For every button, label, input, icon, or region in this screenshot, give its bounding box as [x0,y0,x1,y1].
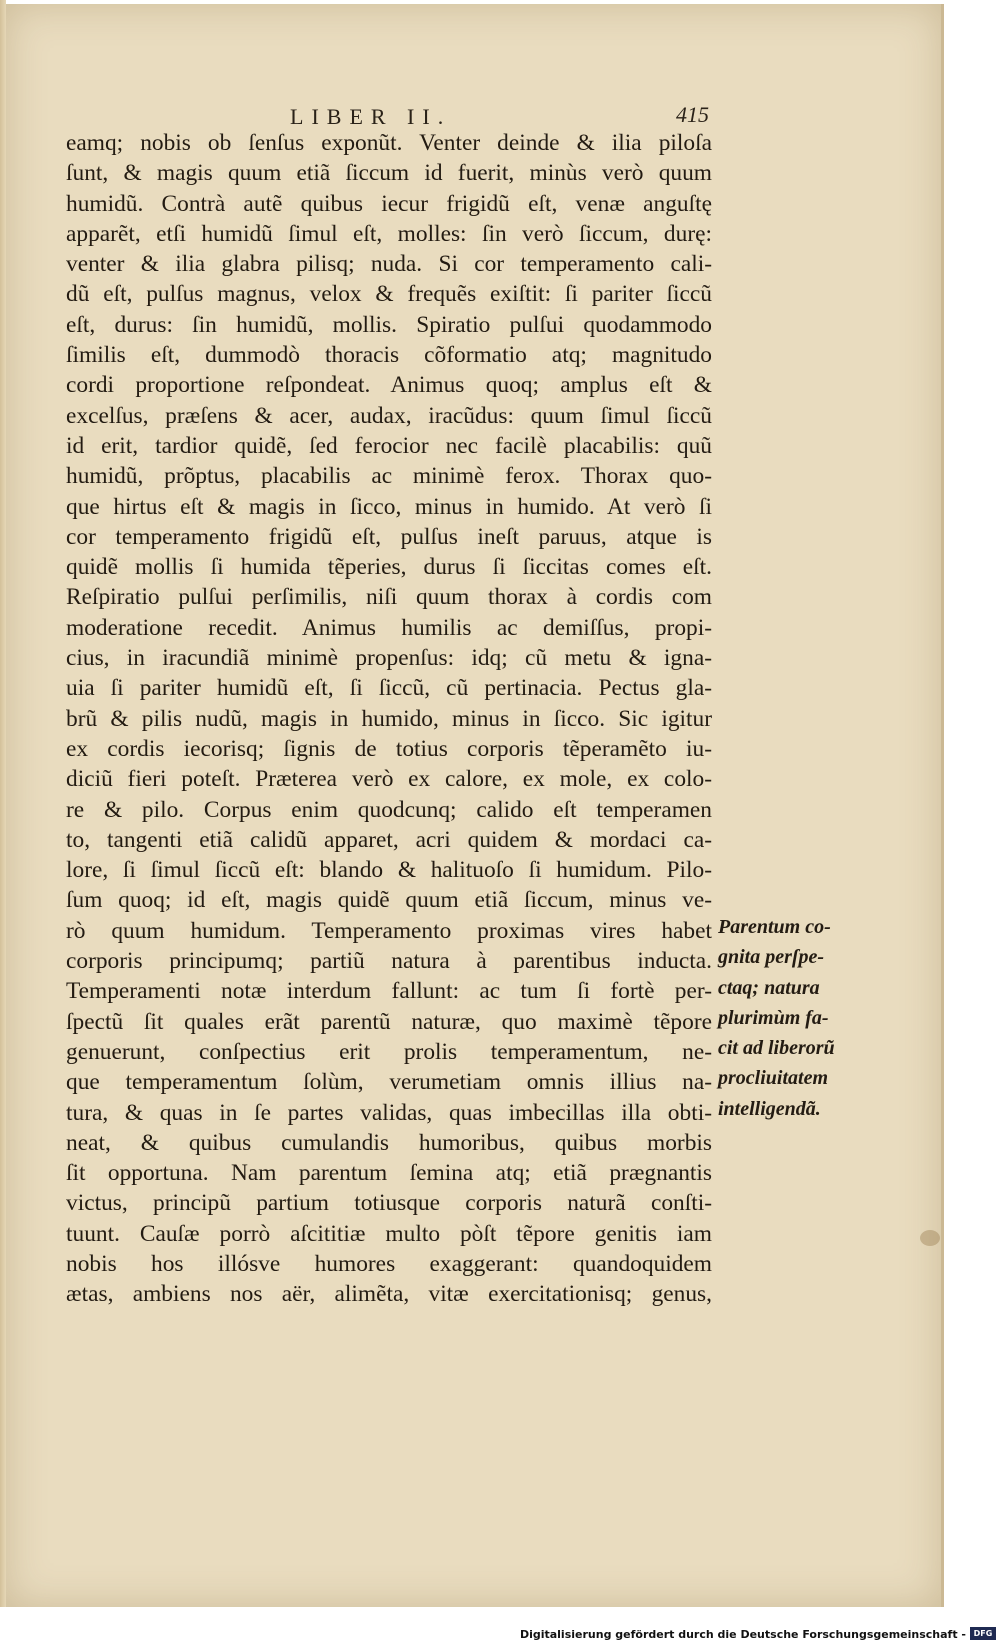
marginal-note [718,912,868,1124]
text-line: genuerunt, conſpectius erit prolis temperamentum, ne- [66,1038,712,1065]
text-line: uia ſi pariter humidũ eſt, ſi ſiccũ, cũ pertinacia. Pectus gla- [66,675,712,702]
text-line: ſimilis eſt, dummodò thoracis cõformatio atq; magnitudo [66,342,712,369]
text-line: nobis hos illósve humores exaggerant: quandoquidem [66,1250,712,1277]
text-line: humidũ. Contrà autẽ quibus iecur frigidũ eſt, venæ anguſtę [66,190,712,217]
text-line: Temperamenti notæ interdum fallunt: ac tum ſi fortè per- [66,978,712,1005]
text-line: tura, & quas in ſe partes validas, quas imbecillas illa obti- [66,1099,712,1126]
text-line: excelſus, præſens & acer, audax, iracũdus: quum ſimul ſiccũ [66,402,712,429]
text-line: victus, principũ partium totiusque corporis naturã conſti- [66,1190,712,1217]
margin-note-line: gnita perſpe- [718,946,825,969]
page-number: 415 [676,102,709,127]
text-line: Reſpiratio pulſui perſimilis, niſi quum thorax à cordis com [66,584,712,611]
running-head: LIBER II. [290,104,452,129]
text-line: que temperamentum ſolùm, verumetiam omnis illius na- [66,1069,712,1096]
text-line: to, tangenti etiã calidũ apparet, acri quidem & mordaci ca- [66,826,712,853]
margin-note-line: intelligendã. [718,1097,821,1120]
text-line: humidũ, prõptus, placabilis ac minimè ferox. Thorax quo- [66,463,712,490]
paper-stain [920,1230,940,1246]
margin-note-line: plurimùm fa- [718,1006,829,1029]
margin-note-line: Parentum co- [718,916,831,938]
funding-credit: Digitalisierung gefördert durch die Deutsche Forschungsgemeinschaft - [519,1628,966,1641]
dfg-logo-icon: DFG [970,1627,996,1640]
text-line: que hirtus eſt & magis in ſicco, minus in humido. At verò ſi [66,493,712,520]
text-line: brũ & pilis nudũ, magis in humido, minus in ſicco. Sic igitur [66,705,712,732]
text-line: ſpectũ ſit quales erãt parentũ naturæ, quo maximè tẽpore [66,1008,712,1035]
text-line: ſit opportuna. Nam parentum ſemina atq; etiã prægnantis [66,1160,712,1187]
text-line: cius, in iracundiã minimè propenſus: idq; cũ metu & igna- [66,645,712,672]
text-line: eamq; nobis ob ſenſus exponũt. Venter deinde & ilia piloſa [66,130,712,156]
text-line: ætas, ambiens nos aër, alimẽta, vitæ exercitationisq; genus, [66,1281,712,1308]
text-line: tuunt. Cauſæ porrò aſcititiæ multo pòſt tẽpore genitis iam [66,1220,712,1247]
text-line: eſt, durus: ſin humidũ, mollis. Spiratio pulſui quodammodo [66,311,712,338]
text-line: dũ eſt, pulſus magnus, velox & frequẽs exiſtit: ſi pariter ſiccũ [66,281,712,308]
text-line: apparẽt, etſi humidũ ſimul eſt, molles: ſin verò ſiccum, durę: [66,220,712,247]
text-line: corporis principumq; partiũ natura à parentibus inducta. [66,948,712,975]
text-line: ſunt, & magis quum etiã ſiccum id fuerit, minùs verò quum [66,160,712,187]
text-line: ſum quoq; id eſt, magis quidẽ quum etiã ſiccum, minus ve- [66,887,712,914]
text-line: diciũ fieri poteſt. Præterea verò ex calore, ex mole, ex colo- [66,766,712,793]
text-line: id erit, tardior quidẽ, ſed ferocior nec facilè placabilis: quũ [66,432,712,459]
text-line: ex cordis iecorisq; ſignis de totius corporis tẽperamẽto iu- [66,735,712,762]
text-line: neat, & quibus cumulandis humoribus, quibus morbis [66,1129,712,1156]
text-line: moderatione recedit. Animus humilis ac demiſſus, propi- [66,614,712,641]
margin-note-line: ctaq; natura [718,976,820,999]
text-line: lore, ſi ſimul ſiccũ eſt: blando & halituoſo ſi humidum. Pilo- [66,857,712,884]
text-line: re & pilo. Corpus enim quodcunq; calido eſt temperamen [66,796,712,823]
text-line: quidẽ mollis ſi humida tẽperies, durus ſi ſiccitas comes eſt. [66,554,712,581]
text-line: rò quum humidum. Temperamento proximas vires habet [66,917,712,944]
margin-note-line: cit ad liberorũ [718,1037,835,1060]
main-text-block [66,128,712,1310]
margin-note-line: procliuitatem [718,1067,828,1090]
text-line: cordi proportione reſpondeat. Animus quoq; amplus eſt & [66,372,712,399]
text-line: cor temperamento frigidũ eſt, pulſus ineſt paruus, atque is [66,523,712,550]
text-line: venter & ilia glabra pilisq; nuda. Si cor temperamento cali- [66,251,712,278]
